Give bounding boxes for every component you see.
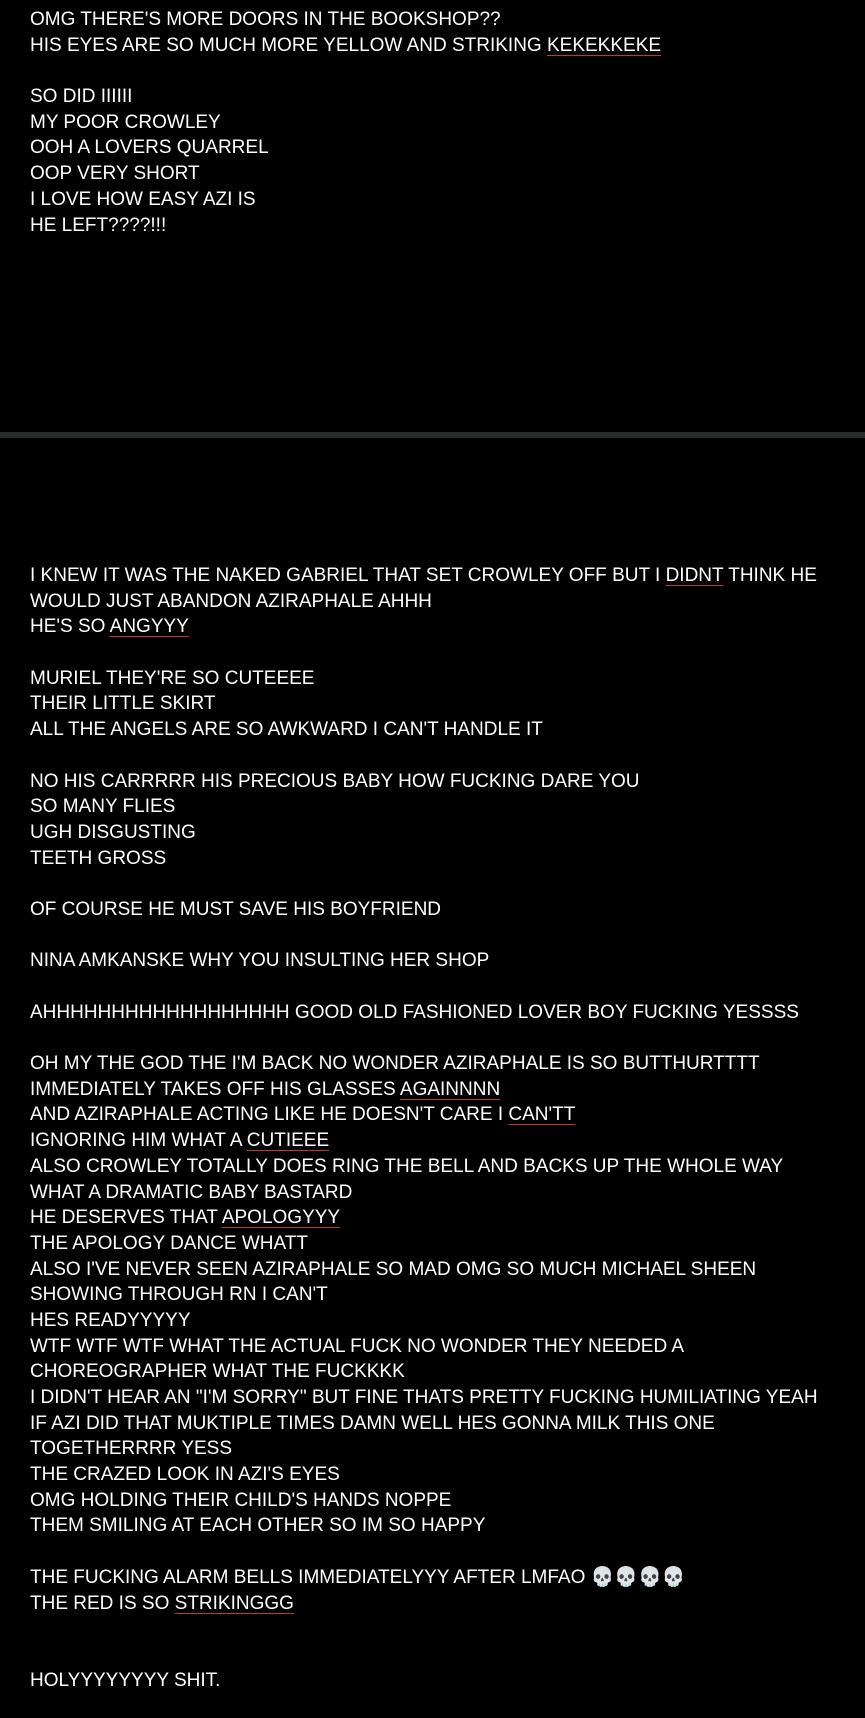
text-line — [30, 1308, 850, 1334]
text-segment: THEIR LITTLE SKIRT — [30, 693, 216, 715]
text-segment: WTF WTF WTF WHAT THE ACTUAL FUCK NO WONDER THEY NEEDED A — [30, 1335, 685, 1357]
text-segment: AND AZIRAPHALE ACTING LIKE HE DOESN'T CARE I — [30, 1104, 509, 1126]
text-segment: HOLYYYYYYYY SHIT. — [30, 1669, 221, 1691]
text-segment: IMMEDIATELY TAKES OFF HIS GLASSES — [30, 1078, 400, 1100]
text-segment: HE LEFT????!!! — [30, 214, 167, 236]
text-line — [30, 1591, 850, 1617]
text-segment: HE DESERVES THAT — [30, 1207, 222, 1229]
text-segment: HIS EYES ARE SO MUCH MORE YELLOW AND STRIKING — [30, 34, 547, 56]
text-line — [30, 563, 850, 589]
blank-line — [30, 58, 850, 84]
text-segment: OH MY THE GOD THE I'M BACK NO WONDER AZIRAPHALE IS SO BUTTHURTTTT — [30, 1053, 760, 1075]
text-line — [30, 213, 850, 239]
text-segment: SO MANY FLIES — [30, 796, 176, 818]
text-segment: ALSO I'VE NEVER SEEN AZIRAPHALE SO MAD OMG SO MUCH MICHAEL SHEEN — [30, 1258, 757, 1280]
text-segment: WOULD JUST ABANDON AZIRAPHALE AHHH — [30, 590, 432, 612]
blank-line — [30, 640, 850, 666]
text-line — [30, 614, 850, 640]
text-segment: ALL THE ANGELS ARE SO AWKWARD I CAN'T HANDLE IT — [30, 719, 543, 741]
text-line — [30, 1334, 850, 1360]
text-segment: NINA AMKANSKE WHY YOU INSULTING HER SHOP — [30, 950, 490, 972]
blank-line — [30, 1025, 850, 1051]
text-line — [30, 1436, 850, 1462]
text-segment: HE'S SO — [30, 616, 110, 638]
text-line — [30, 897, 850, 923]
text-segment: THE CRAZED LOOK IN AZI'S EYES — [30, 1464, 340, 1486]
text-line — [30, 1051, 850, 1077]
text-line — [30, 1102, 850, 1128]
blank-line — [30, 743, 850, 769]
text-segment: TOGETHERRRR YESS — [30, 1438, 233, 1460]
blank-line — [30, 1616, 850, 1667]
text-segment: THE APOLOGY DANCE WHATT — [30, 1232, 309, 1254]
text-segment: I LOVE HOW EASY AZI IS — [30, 188, 256, 210]
misspelled-word: STRIKINGGG — [174, 1592, 294, 1614]
misspelled-word: ANGYYY — [109, 616, 189, 638]
text-segment: AHHHHHHHHHHHHHHHHHH GOOD OLD FASHIONED LOVER BOY FUCKING YESSSS — [30, 1001, 799, 1023]
misspelled-word: CUTIEEE — [246, 1130, 330, 1152]
text-line — [30, 1000, 850, 1026]
text-segment: OOP VERY SHORT — [30, 163, 200, 185]
misspelled-word: APOLOGYYY — [221, 1207, 341, 1229]
text-segment: NO HIS CARRRRR HIS PRECIOUS BABY HOW FUCKING DARE YOU — [30, 770, 640, 792]
text-segment: WHAT A DRAMATIC BABY BASTARD — [30, 1181, 353, 1203]
text-line — [30, 948, 850, 974]
text-segment: SHOWING THROUGH RN I CAN'T — [30, 1284, 328, 1306]
text-segment: THINK HE — [723, 565, 817, 586]
text-line — [30, 1385, 850, 1411]
text-segment: UGH DISGUSTING — [30, 821, 196, 843]
text-segment: I DIDN'T HEAR AN "I'M SORRY" BUT FINE THATS PRETTY FUCKING HUMILIATING YEAH — [30, 1387, 818, 1408]
text-line — [30, 1411, 850, 1437]
text-line — [30, 1462, 850, 1488]
text-segment: MURIEL THEY'RE SO CUTEEEE — [30, 667, 315, 689]
section-divider — [0, 432, 865, 438]
text-line — [30, 769, 850, 795]
text-segment: OMG THERE'S MORE DOORS IN THE BOOKSHOP?? — [30, 9, 501, 30]
text-line — [30, 187, 850, 213]
text-line — [30, 1154, 850, 1180]
text-line — [30, 84, 850, 110]
blank-line — [30, 871, 850, 897]
text-line — [30, 1565, 850, 1591]
notes-section-bottom — [30, 563, 850, 1693]
text-segment: CHOREOGRAPHER WHAT THE FUCKKKK — [30, 1361, 405, 1383]
text-line — [30, 666, 850, 692]
text-line — [30, 135, 850, 161]
text-segment: THE RED IS SO — [30, 1592, 175, 1614]
blank-line — [30, 923, 850, 949]
text-segment: OF COURSE HE MUST SAVE HIS BOYFRIEND — [30, 898, 442, 920]
text-segment: OMG HOLDING THEIR CHILD'S HANDS NOPPE — [30, 1489, 452, 1511]
misspelled-word: AGAINNNN — [399, 1078, 501, 1100]
notes-section-top — [30, 7, 850, 238]
text-segment: THEM SMILING AT EACH OTHER SO IM SO HAPPY — [30, 1515, 486, 1537]
text-segment: HES READYYYYY — [30, 1309, 191, 1331]
blank-line — [30, 1539, 850, 1565]
text-segment: OOH A LOVERS QUARREL — [30, 137, 269, 159]
misspelled-word: DIDNT — [665, 565, 724, 586]
skull-emoji-icon: 💀💀💀💀 — [590, 1565, 686, 1588]
text-line — [30, 1180, 850, 1206]
text-line — [30, 1282, 850, 1308]
text-segment: THE FUCKING ALARM BELLS IMMEDIATELYYY AFTER LMFAO — [30, 1566, 591, 1588]
text-line — [30, 33, 850, 59]
text-line — [30, 794, 850, 820]
misspelled-word: CAN'TT — [508, 1104, 576, 1126]
text-line — [30, 820, 850, 846]
text-line — [30, 7, 850, 33]
text-line — [30, 1359, 850, 1385]
text-segment: SO DID IIIIII — [30, 86, 133, 108]
blank-line — [30, 974, 850, 1000]
text-segment: TEETH GROSS — [30, 847, 167, 869]
text-line — [30, 161, 850, 187]
text-line — [30, 589, 850, 615]
text-line — [30, 1668, 850, 1694]
text-segment: I KNEW IT WAS THE NAKED GABRIEL THAT SET CROWLEY OFF BUT I — [30, 565, 666, 586]
text-line — [30, 1077, 850, 1103]
text-line — [30, 1128, 850, 1154]
text-segment: IF AZI DID THAT MUKTIPLE TIMES DAMN WELL HES GONNA MILK THIS ONE — [30, 1412, 715, 1434]
misspelled-word: KEKEKKEKE — [546, 34, 662, 56]
text-line — [30, 1513, 850, 1539]
text-line — [30, 1231, 850, 1257]
text-line — [30, 846, 850, 872]
text-line — [30, 1488, 850, 1514]
text-line — [30, 1205, 850, 1231]
text-segment: IGNORING HIM WHAT A — [30, 1130, 247, 1152]
text-segment: MY POOR CROWLEY — [30, 111, 221, 133]
text-line — [30, 717, 850, 743]
text-line — [30, 1257, 850, 1283]
text-segment: ALSO CROWLEY TOTALLY DOES RING THE BELL AND BACKS UP THE WHOLE WAY — [30, 1155, 784, 1177]
text-line — [30, 691, 850, 717]
text-line — [30, 110, 850, 136]
